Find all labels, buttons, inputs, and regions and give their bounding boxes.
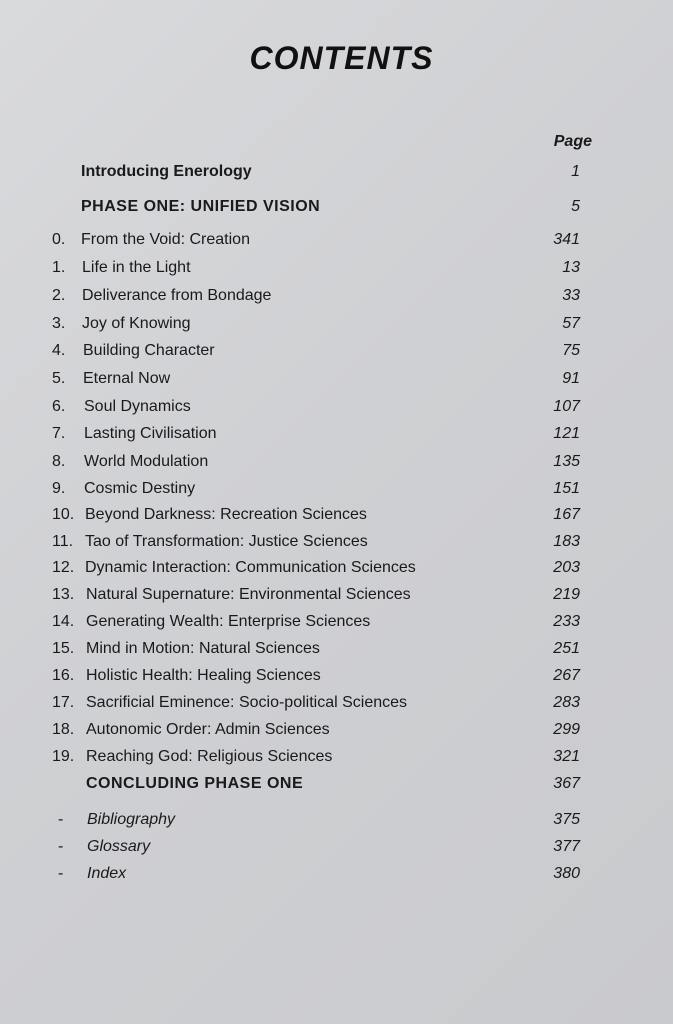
toc-label: Building Character [83,342,215,359]
toc-entry-10[interactable] [0,503,673,527]
toc-label: Dynamic Interaction: Communication Sciences [85,559,416,576]
toc-label: Life in the Light [82,259,191,276]
toc-dash: - [58,811,64,828]
toc-label: Soul Dynamics [84,398,191,415]
toc-page-number: 151 [553,480,580,497]
toc-page-number: 1 [571,163,580,180]
toc-number: 15. [52,640,75,657]
toc-entry-1[interactable] [0,256,673,280]
toc-number: 7. [52,425,66,442]
toc-entry-15[interactable] [0,637,673,661]
toc-entry-3[interactable] [0,312,673,336]
toc-entry-phase-one[interactable] [0,195,673,219]
toc-page-number: 107 [553,398,580,415]
toc-label: Mind in Motion: Natural Sciences [86,640,320,657]
toc-label: From the Void: Creation [81,231,250,248]
toc-number: 14. [52,613,75,630]
toc-page-number: 267 [553,667,580,684]
toc-number: 16. [52,667,75,684]
toc-page-number: 251 [553,640,580,657]
toc-number: 0. [52,231,66,248]
toc-number: 8. [52,453,66,470]
toc-entry-6[interactable] [0,395,673,419]
toc-entry-17[interactable] [0,691,673,715]
toc-entry-introducing[interactable] [0,160,673,184]
toc-entry-8[interactable] [0,450,673,474]
toc-page-number: 233 [553,613,580,630]
toc-entry-4[interactable] [0,339,673,363]
page-title: CONTENTS [249,40,434,76]
toc-label: Bibliography [87,811,176,828]
toc-label: Reaching God: Religious Sciences [86,748,333,765]
toc-dash: - [58,838,64,855]
toc-page-number: 167 [553,506,580,523]
toc-number: 2. [52,287,66,304]
toc-page-number: 380 [553,865,580,882]
toc-entry-concluding[interactable] [0,772,673,796]
toc-label: Joy of Knowing [82,315,191,332]
toc-label: World Modulation [84,453,209,470]
toc-page-number: 299 [553,721,580,738]
toc-page-number: 219 [553,586,580,603]
toc-label: Lasting Civilisation [84,425,217,442]
toc-page-number: 203 [553,559,580,576]
toc-page-number: 367 [553,775,580,792]
toc-page-number: 375 [553,811,580,828]
toc-number: 4. [52,342,66,359]
toc-entry-12[interactable] [0,556,673,580]
toc-label: Holistic Health: Healing Sciences [86,667,321,684]
toc-number: 3. [52,315,66,332]
toc-entry-19[interactable] [0,745,673,769]
toc-number: 9. [52,480,66,497]
toc-label: PHASE ONE: UNIFIED VISION [81,198,321,215]
toc-page-number: 377 [553,838,580,855]
toc-page-number: 321 [553,748,580,765]
toc-entry-glossary[interactable] [0,835,673,859]
toc-number: 10. [52,506,75,523]
toc-page-number: 283 [553,694,580,711]
toc-number: 5. [52,370,66,387]
toc-label: Deliverance from Bondage [82,287,272,304]
toc-entry-11[interactable] [0,530,673,554]
toc-page-number: 183 [553,533,580,550]
toc-entry-14[interactable] [0,610,673,634]
toc-number: 18. [52,721,75,738]
toc-label: Sacrificial Eminence: Socio-political Sciences [86,694,408,711]
toc-label: Tao of Transformation: Justice Sciences [85,533,368,550]
toc-entry-7[interactable] [0,422,673,446]
toc-page-number: 57 [562,315,580,332]
page-column-header: Page [553,133,592,150]
toc-entry-0[interactable] [0,228,673,252]
toc-label: Eternal Now [83,370,171,387]
toc-entry-5[interactable] [0,367,673,391]
toc-label: Index [87,865,127,882]
toc-number: 6. [52,398,66,415]
toc-page-number: 5 [571,198,580,215]
toc-label: Generating Wealth: Enterprise Sciences [86,613,371,630]
toc-number: 12. [52,559,75,576]
toc-entry-13[interactable] [0,583,673,607]
toc-label: Beyond Darkness: Recreation Sciences [85,506,367,523]
toc-number: 11. [52,533,74,550]
toc-entry-bibliography[interactable] [0,808,673,832]
toc-page-number: 135 [553,453,580,470]
toc-label: Autonomic Order: Admin Sciences [86,721,330,738]
toc-page-number: 13 [562,259,580,276]
toc-page-number: 33 [562,287,580,304]
toc-entry-2[interactable] [0,284,673,308]
toc-label: Natural Supernature: Environmental Sciences [86,586,411,603]
toc-number: 19. [52,748,75,765]
toc-number: 13. [52,586,75,603]
toc-number: 1. [52,259,66,276]
toc-entry-16[interactable] [0,664,673,688]
toc-page-number: 121 [553,425,580,442]
toc-page-number: 341 [553,231,580,248]
toc-label: Cosmic Destiny [84,480,196,497]
toc-number: 17. [52,694,75,711]
toc-page-number: 75 [562,342,580,359]
toc-label: Introducing Enerology [81,163,252,180]
toc-entry-9[interactable] [0,477,673,501]
toc-entry-18[interactable] [0,718,673,742]
toc-label: Glossary [87,838,151,855]
toc-entry-index[interactable] [0,862,673,886]
toc-dash: - [58,865,64,882]
toc-page-number: 91 [562,370,580,387]
toc-label: CONCLUDING PHASE ONE [86,775,304,792]
